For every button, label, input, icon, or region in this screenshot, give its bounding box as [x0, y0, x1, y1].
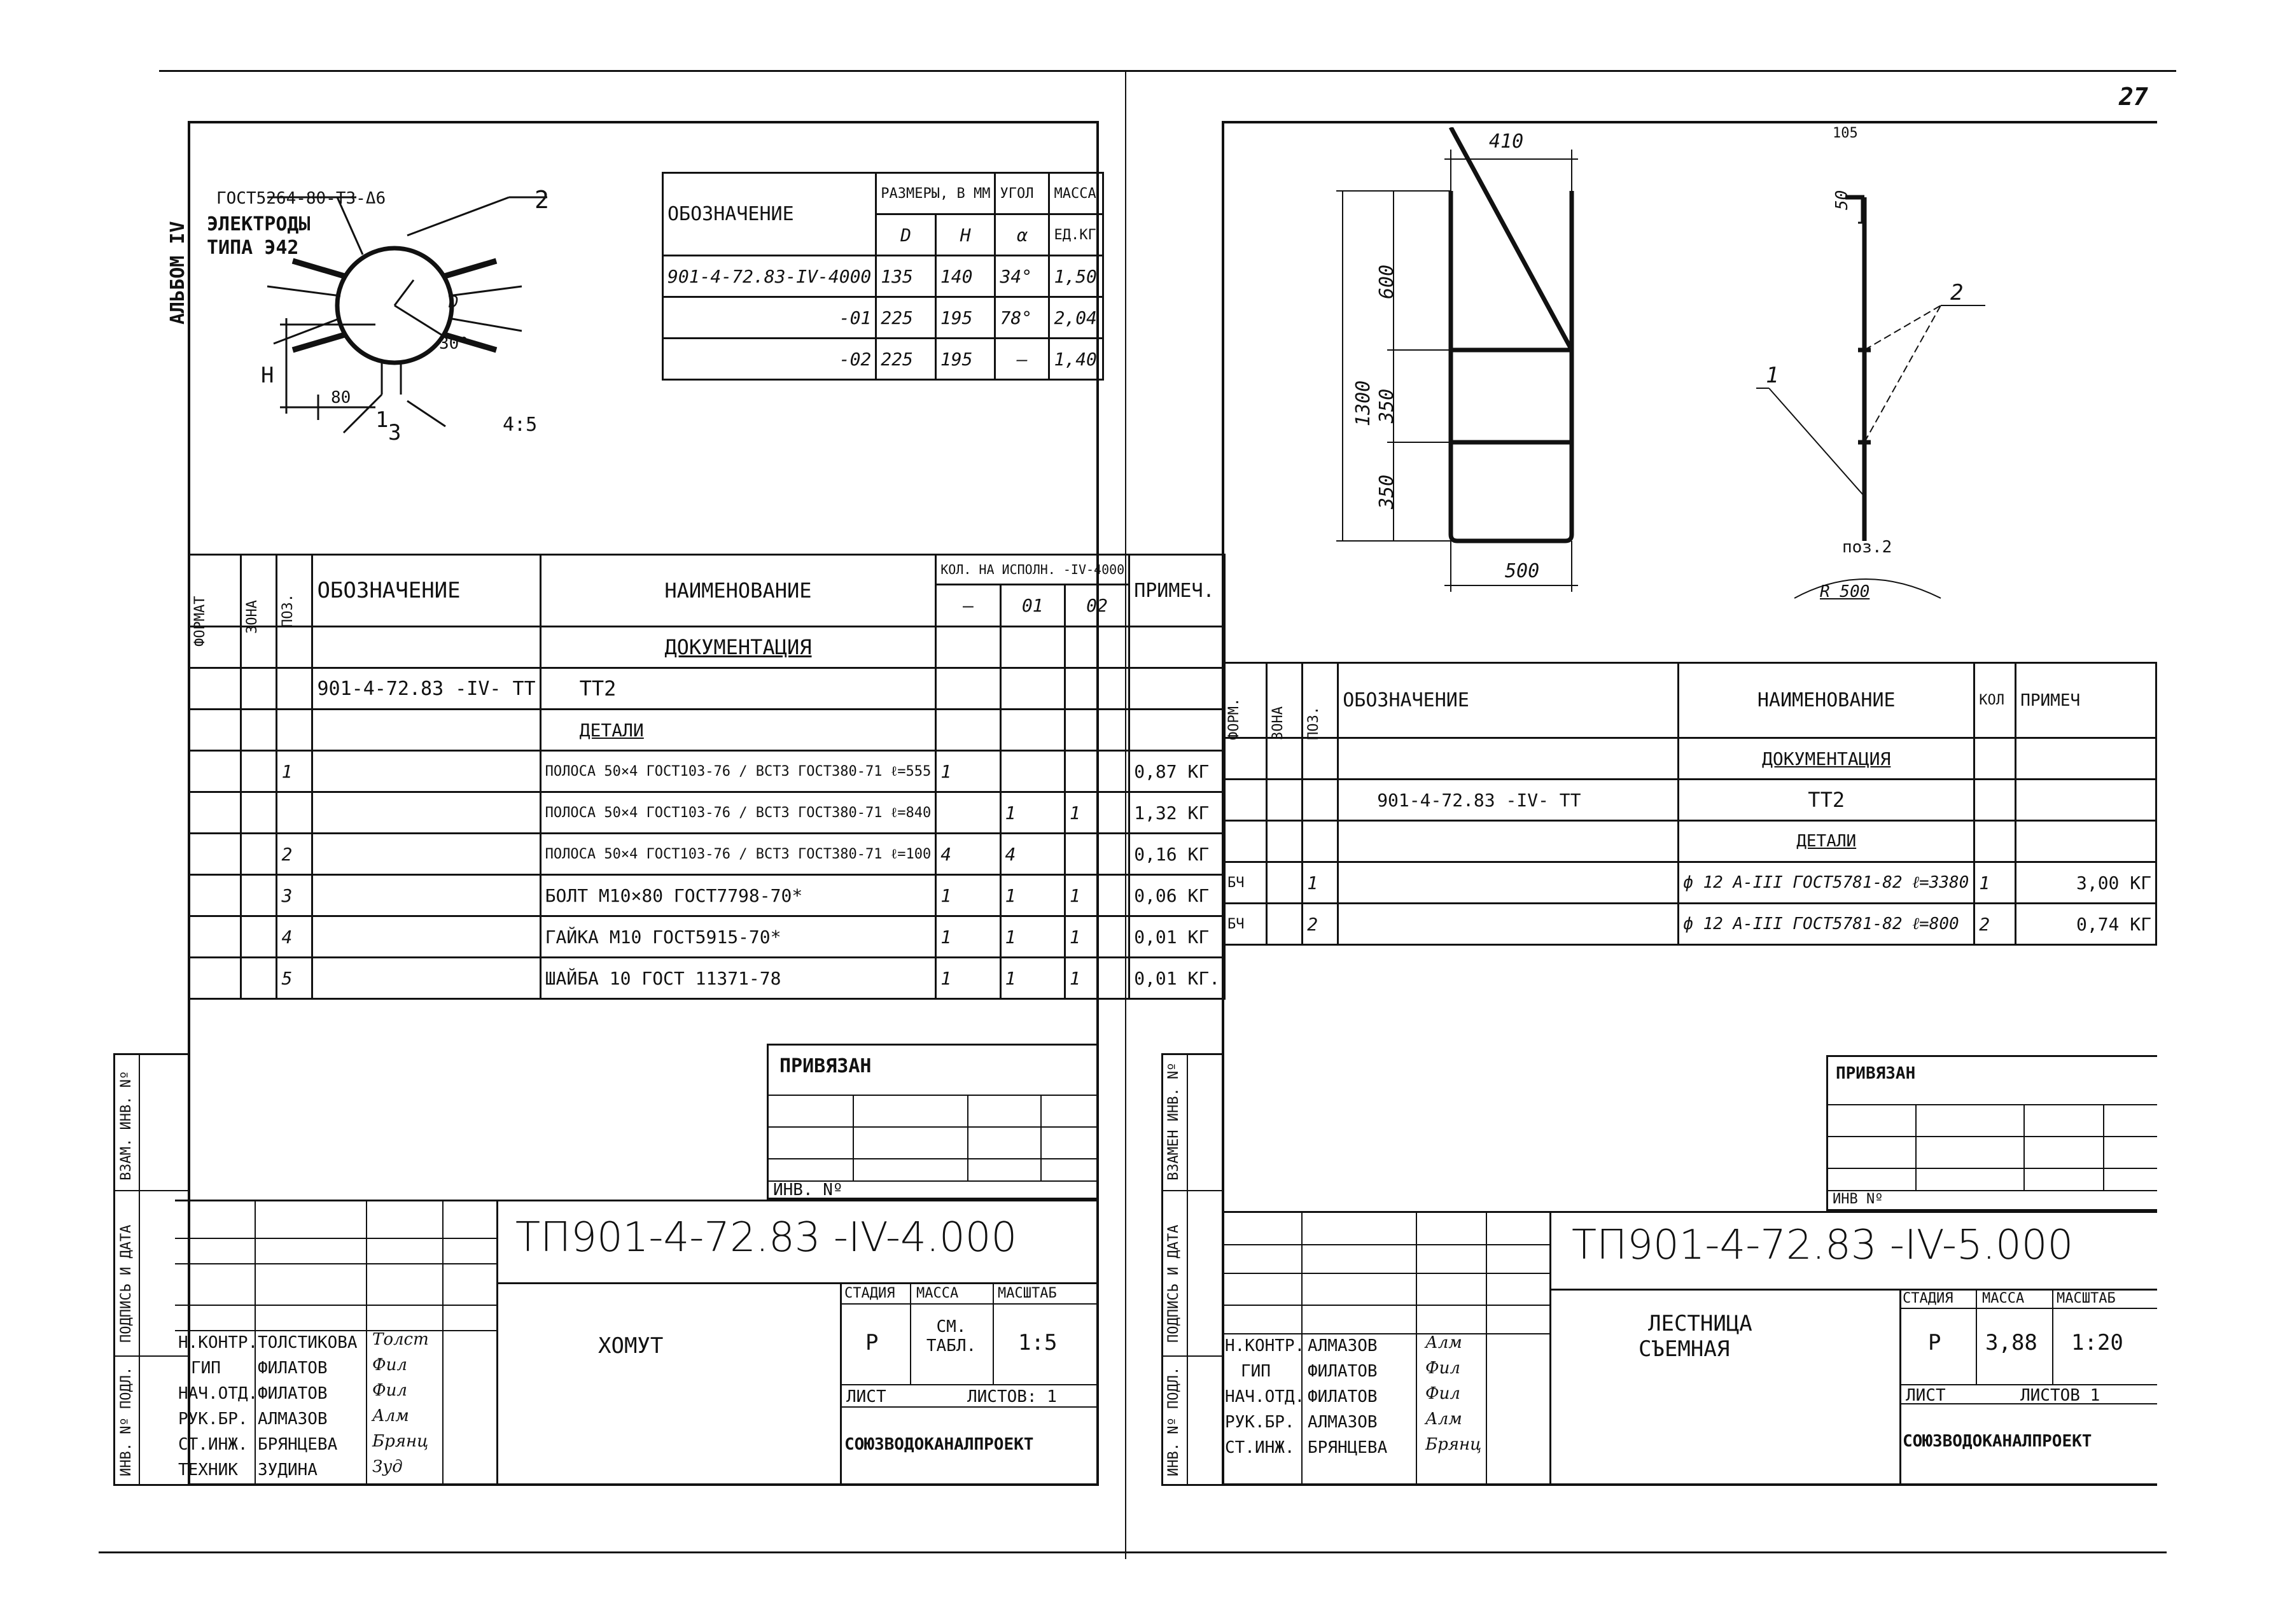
rspec-h-format-label: ФОРМ. — [1226, 697, 1242, 740]
right-privyazan: ПРИВЯЗАН — [1836, 1064, 1916, 1083]
spec-row — [189, 834, 1225, 875]
left-privyazan-line — [1040, 1095, 1042, 1180]
spec-q2 — [1065, 834, 1129, 875]
size-h-designation: ОБОЗНАЧЕНИЕ — [663, 173, 876, 256]
right-name: ФИЛАТОВ — [1308, 1362, 1378, 1381]
right-people-line — [1222, 1273, 1549, 1274]
left-title-line — [910, 1282, 911, 1384]
right-role: НАЧ.ОТД. — [1225, 1387, 1305, 1406]
spec-h-q0: — — [936, 585, 1000, 627]
spec-q0: 1 — [936, 751, 1000, 792]
size-h-unit: ЕД.КГ — [1049, 214, 1103, 256]
right-title-line — [1899, 1289, 1901, 1486]
spec-row — [189, 751, 1225, 792]
left-name: АЛМАЗОВ — [258, 1410, 328, 1429]
left-side-stamp-divider — [139, 1053, 140, 1486]
right-stage: Р — [1928, 1330, 1941, 1355]
size-row-code: -02 — [663, 339, 876, 380]
left-privyazan: ПРИВЯЗАН — [779, 1055, 872, 1077]
dim-d: D — [449, 293, 459, 312]
rspec-doc-code: 901-4-72.83 -IV- ТТ — [1338, 780, 1679, 821]
left-role: ТЕХНИК — [178, 1460, 238, 1480]
spec-doc-name: ТТ2 — [540, 668, 936, 710]
right-role: Н.КОНТР. — [1225, 1336, 1305, 1355]
right-title-line — [1976, 1289, 1977, 1384]
spec-q2: 1 — [1065, 792, 1129, 834]
right-name: ФИЛАТОВ — [1308, 1387, 1378, 1406]
left-privyazan-line — [967, 1095, 968, 1180]
spec-h-note: ПРИМЕЧ. — [1129, 555, 1225, 627]
rspec-fmt: БЧ — [1223, 862, 1267, 904]
spec-pos: 5 — [277, 958, 312, 999]
left-h-stage: СТАДИЯ — [844, 1285, 895, 1301]
spec-q0: 1 — [936, 958, 1000, 999]
size-row-mass: 2,04 — [1049, 297, 1103, 339]
left-title-line — [840, 1406, 1099, 1408]
left-title-name: ХОМУТ — [598, 1333, 664, 1359]
spec-pos: 2 — [277, 834, 312, 875]
right-h-scale: МАСШТАБ — [2057, 1291, 2116, 1306]
rspec-section-docs: ДОКУМЕНТАЦИЯ — [1679, 738, 1974, 780]
dim-350a: 350 — [1376, 388, 1398, 423]
right-title-line — [1222, 1211, 2157, 1213]
rspec-note: 3,00 КГ — [2016, 862, 2156, 904]
rspec-h-format — [1223, 663, 1267, 738]
pos2-label: поз.2 — [1842, 538, 1892, 557]
spec-doc-code: 901-4-72.83 -IV- ТТ — [312, 668, 540, 710]
spec-name: ПОЛОСА 50×4 ГОСТ103-76 / ВСТ3 ГОСТ380-71 ℓ=840 — [540, 792, 936, 834]
right-spec-table — [1222, 662, 2157, 946]
spec-name: ПОЛОСА 50×4 ГОСТ103-76 / ВСТ3 ГОСТ380-71 ℓ=555 — [540, 751, 936, 792]
spec-h-zone-label: ЗОНА — [244, 599, 261, 634]
left-mass: СМ. ТАБЛ. — [926, 1317, 977, 1355]
spec-row — [189, 875, 1225, 916]
right-people-line — [1222, 1305, 1549, 1306]
right-privyazan-line — [1826, 1136, 2157, 1137]
rspec-qty: 2 — [1974, 904, 2016, 945]
left-stamp-sign-date: ПОДПИСЬ И ДАТА — [118, 1224, 134, 1343]
spec-q1 — [1000, 751, 1065, 792]
spec-q0: 1 — [936, 875, 1000, 916]
right-signature: Фил — [1425, 1384, 1460, 1403]
spec-row — [189, 916, 1225, 958]
left-signature: Фил — [372, 1355, 407, 1375]
right-people-line — [1416, 1211, 1417, 1486]
right-side-stamp-divider — [1187, 1053, 1188, 1486]
left-org: СОЮЗВОДОКАНАЛПРОЕКТ — [844, 1435, 1034, 1454]
weld-note-3: ТИПА Э42 — [207, 237, 299, 259]
callout-r2: 2 — [1950, 280, 1964, 305]
size-row-mass: 1,40 — [1049, 339, 1103, 380]
size-row-code: 901-4-72.83-IV-4000 — [663, 256, 876, 297]
left-stamp-vzam: ВЗАМ. ИНВ. Nº — [118, 1070, 134, 1180]
size-row-h: 140 — [935, 256, 995, 297]
left-privyazan-line — [853, 1095, 854, 1180]
spec-name: БОЛТ М10×80 ГОСТ7798-70* — [540, 875, 936, 916]
size-row-d: 225 — [876, 339, 936, 380]
spec-q2: 1 — [1065, 958, 1129, 999]
right-name: АЛМАЗОВ — [1308, 1336, 1378, 1355]
right-org: СОЮЗВОДОКАНАЛПРОЕКТ — [1903, 1432, 2092, 1451]
right-title-name-1: ЛЕСТНИЦА — [1648, 1311, 1752, 1336]
spec-note: 1,32 КГ — [1129, 792, 1225, 834]
rspec-h-zone — [1267, 663, 1303, 738]
spec-note: 0,87 КГ — [1129, 751, 1225, 792]
size-row-d: 135 — [876, 256, 936, 297]
size-row-h: 195 — [935, 339, 995, 380]
dim-alpha: 30° — [439, 334, 469, 353]
right-people-line — [1222, 1244, 1549, 1245]
dim-350b: 350 — [1376, 474, 1398, 509]
right-side-stamp-divider — [1161, 1355, 1224, 1357]
rspec-doc-name: ТТ2 — [1679, 780, 1974, 821]
rspec-h-designation: ОБОЗНАЧЕНИЕ — [1338, 663, 1679, 738]
rspec-h-pos — [1303, 663, 1338, 738]
right-privyazan-line — [1915, 1104, 1917, 1190]
rspec-h-note: ПРИМЕЧ — [2016, 663, 2156, 738]
left-role: СТ.ИНЖ. — [178, 1435, 248, 1454]
rspec-row — [1223, 904, 2156, 945]
right-signature: Брянц — [1425, 1435, 1482, 1454]
right-inv-no: ИНВ Nº — [1833, 1191, 1883, 1207]
dim-1300: 1300 — [1352, 380, 1374, 426]
ladder-drawing — [1311, 127, 2062, 624]
right-signature: Алм — [1425, 1333, 1462, 1352]
size-row-angle: 78° — [995, 297, 1049, 339]
spec-row — [189, 958, 1225, 999]
left-people-line — [175, 1305, 496, 1306]
right-sheets: ЛИСТОВ 1 — [2020, 1386, 2100, 1405]
spec-name: ГАЙКА М10 ГОСТ5915-70* — [540, 916, 936, 958]
left-title-code: ТП901-4-72.83 -IV-4.000 — [515, 1214, 1017, 1261]
dim-500: 500 — [1505, 560, 1540, 582]
size-row-code: -01 — [663, 297, 876, 339]
left-sheets: ЛИСТОВ: 1 — [967, 1387, 1057, 1406]
right-title-line — [1899, 1308, 2157, 1309]
spec-q0: 1 — [936, 916, 1000, 958]
right-role: СТ.ИНЖ. — [1225, 1438, 1295, 1457]
right-side-stamp-divider — [1161, 1190, 1224, 1191]
left-name: БРЯНЦЕВА — [258, 1435, 338, 1454]
left-stage: Р — [865, 1330, 879, 1355]
rspec-section-parts: ДЕТАЛИ — [1679, 821, 1974, 862]
left-people-line — [175, 1238, 496, 1239]
spec-h-name: НАИМЕНОВАНИЕ — [540, 555, 936, 627]
size-h-angle: УГОЛ — [995, 173, 1049, 214]
rspec-note: 0,74 КГ — [2016, 904, 2156, 945]
spec-q1: 1 — [1000, 958, 1065, 999]
left-title-line — [496, 1200, 498, 1486]
dim-50: 50 — [1833, 190, 1852, 210]
left-signature: Фил — [372, 1381, 407, 1400]
rspec-name: ф 12 А-III ГОСТ5781-82 ℓ=800 — [1679, 904, 1974, 945]
right-title-line — [1549, 1211, 1551, 1486]
rspec-qty: 1 — [1974, 862, 2016, 904]
right-name: АЛМАЗОВ — [1308, 1413, 1378, 1432]
left-title-line — [840, 1303, 1099, 1305]
callout-2: 2 — [535, 186, 549, 214]
rspec-row — [1223, 862, 2156, 904]
size-row-h: 195 — [935, 297, 995, 339]
clamp-drawing — [191, 127, 649, 484]
right-privyazan-line — [2103, 1104, 2104, 1190]
rspec-h-qty: КОЛ — [1974, 663, 2016, 738]
left-name: ЗУДИНА — [258, 1460, 318, 1480]
left-stamp-inv-podl: ИНВ. Nº ПОДЛ. — [118, 1366, 134, 1476]
right-stamp-vzam: ВЗАМЕН ИНВ. Nº — [1166, 1062, 1182, 1180]
rspec-name: ф 12 А-III ГОСТ5781-82 ℓ=3380 — [1679, 862, 1974, 904]
size-h-sizes: РАЗМЕРЫ, В ММ — [876, 173, 995, 214]
left-name: ФИЛАТОВ — [258, 1359, 328, 1378]
spec-q0 — [936, 792, 1000, 834]
page-number: 27 — [2119, 83, 2148, 111]
spec-q2: 1 — [1065, 916, 1129, 958]
spec-name: ПОЛОСА 50×4 ГОСТ103-76 / ВСТ3 ГОСТ380-71 ℓ=100 — [540, 834, 936, 875]
callout-3: 3 — [388, 420, 402, 445]
left-title-line — [993, 1282, 994, 1384]
left-sheet: ЛИСТ — [846, 1387, 886, 1406]
spec-name: ШАЙБА 10 ГОСТ 11371-78 — [540, 958, 936, 999]
rspec-pos: 2 — [1303, 904, 1338, 945]
dim-600: 600 — [1376, 264, 1398, 299]
spec-q1: 1 — [1000, 916, 1065, 958]
spec-section-docs: ДОКУМЕНТАЦИЯ — [540, 627, 936, 668]
left-privyazan-line — [767, 1126, 1099, 1128]
right-title-code: ТП901-4-72.83 -IV-5.000 — [1572, 1222, 2074, 1269]
right-name: БРЯНЦЕВА — [1308, 1438, 1388, 1457]
left-spec-table — [188, 554, 1226, 1000]
left-people-line — [175, 1263, 496, 1264]
left-signature: Зуд — [372, 1457, 403, 1476]
right-signature: Фил — [1425, 1359, 1460, 1378]
left-signature: Брянц — [372, 1432, 429, 1451]
right-role: ГИП — [1241, 1362, 1271, 1381]
right-stamp-inv-podl: ИНВ. Nº ПОДЛ. — [1166, 1366, 1182, 1476]
right-stamp-sign-date: ПОДПИСЬ И ДАТА — [1166, 1224, 1182, 1343]
rspec-h-zone-label: ЗОНА — [1270, 706, 1287, 740]
right-role: РУК.БР. — [1225, 1413, 1295, 1432]
spec-h-format-label: ФОРМАТ — [192, 596, 208, 647]
spec-q1: 1 — [1000, 792, 1065, 834]
right-privyazan-line — [2023, 1104, 2025, 1190]
dim-4-5: 4:5 — [503, 414, 538, 436]
left-title-line — [175, 1200, 1099, 1201]
spec-h-q1: 01 — [1000, 585, 1065, 627]
spec-q2 — [1065, 751, 1129, 792]
right-people-line — [1486, 1211, 1487, 1486]
rspec-pos: 1 — [1303, 862, 1338, 904]
left-title-line — [496, 1282, 1099, 1284]
right-privyazan-line — [1826, 1168, 2157, 1169]
right-signature: Алм — [1425, 1410, 1462, 1429]
weld-note-1: ГОСТ5264-80-Т3-Δ6 — [216, 189, 386, 208]
size-row-angle: 34° — [995, 256, 1049, 297]
left-name: ФИЛАТОВ — [258, 1384, 328, 1403]
right-people-line — [1222, 1333, 1549, 1334]
left-h-scale: МАСШТАБ — [998, 1285, 1057, 1301]
size-row-angle: — — [995, 339, 1049, 380]
right-mass: 3,88 — [1985, 1330, 2037, 1355]
spec-h-zone — [241, 555, 277, 634]
bottom-rule — [99, 1551, 2167, 1553]
left-privyazan-line — [767, 1095, 1099, 1096]
size-h-h: H — [935, 214, 995, 256]
dim-h: H — [261, 363, 274, 388]
left-scale: 1:5 — [1018, 1330, 1058, 1355]
dim-top: 105 — [1833, 125, 1858, 141]
right-scale: 1:20 — [2071, 1330, 2123, 1355]
weld-note-2: ЭЛЕКТРОДЫ — [207, 213, 311, 235]
left-signature: Толст — [372, 1330, 429, 1349]
spec-note: 0,01 КГ. — [1129, 958, 1225, 999]
left-role: Н.КОНТР. — [178, 1333, 258, 1352]
right-title-line — [1899, 1384, 2157, 1385]
size-h-alpha: α — [995, 214, 1049, 256]
spec-note: 0,16 КГ — [1129, 834, 1225, 875]
left-people-line — [175, 1330, 496, 1331]
spec-q1: 4 — [1000, 834, 1065, 875]
size-h-d: D — [876, 214, 936, 256]
spec-pos: 1 — [277, 751, 312, 792]
spec-row — [189, 792, 1225, 834]
left-people-line — [366, 1200, 367, 1486]
spec-h-designation: ОБОЗНАЧЕНИЕ — [312, 555, 540, 627]
left-role: ГИП — [191, 1359, 221, 1378]
size-row-mass: 1,50 — [1049, 256, 1103, 297]
rspec-h-pos-label: ПОЗ. — [1306, 706, 1322, 740]
spec-section-parts: ДЕТАЛИ — [540, 710, 936, 751]
rspec-fmt: БЧ — [1223, 904, 1267, 945]
left-title-line — [840, 1384, 1099, 1385]
spec-q1: 1 — [1000, 875, 1065, 916]
spec-h-format — [189, 555, 241, 647]
right-title-line — [2052, 1289, 2053, 1384]
spec-pos: 3 — [277, 875, 312, 916]
spec-q2: 1 — [1065, 875, 1129, 916]
size-h-mass: МАССА — [1049, 173, 1103, 214]
left-role: РУК.БР. — [178, 1410, 248, 1429]
callout-r1: 1 — [1766, 363, 1779, 388]
spec-note: 0,06 КГ — [1129, 875, 1225, 916]
dim-80: 80 — [331, 388, 351, 407]
left-privyazan-line — [767, 1158, 1099, 1159]
left-side-stamp-divider — [113, 1355, 190, 1357]
right-h-mass: МАССА — [1982, 1291, 2025, 1306]
top-rule — [159, 70, 2176, 72]
size-row-d: 225 — [876, 297, 936, 339]
dim-410: 410 — [1489, 130, 1524, 153]
rspec-h-name: НАИМЕНОВАНИЕ — [1679, 663, 1974, 738]
right-sheet: ЛИСТ — [1906, 1386, 1946, 1405]
spec-h-pos — [277, 555, 312, 627]
spec-q0: 4 — [936, 834, 1000, 875]
right-h-stage: СТАДИЯ — [1903, 1291, 1953, 1306]
radius-label: R 500 — [1820, 582, 1870, 601]
spec-pos — [277, 792, 312, 834]
left-people-line — [442, 1200, 444, 1486]
spec-h-q2: 02 — [1065, 585, 1129, 627]
left-side-stamp-divider — [113, 1190, 190, 1191]
spec-pos: 4 — [277, 916, 312, 958]
left-name: ТОЛСТИКОВА — [258, 1333, 358, 1352]
right-title-name-2: СЪЕМНАЯ — [1639, 1336, 1730, 1362]
album-label: АЛЬБОМ IV — [167, 221, 189, 325]
right-privyazan-line — [1826, 1104, 2157, 1105]
left-inv-no: ИНВ. Nº — [773, 1180, 843, 1200]
size-table — [662, 172, 1104, 381]
spec-note: 0,01 КГ — [1129, 916, 1225, 958]
spec-h-pos-label: ПОЗ. — [280, 593, 297, 627]
left-signature: Алм — [372, 1406, 409, 1425]
callout-1: 1 — [375, 407, 389, 433]
left-role: НАЧ.ОТД. — [178, 1384, 258, 1403]
left-h-mass: МАССА — [916, 1285, 959, 1301]
spec-h-qty: КОЛ. НА ИСПОЛН. -IV-4000 — [936, 555, 1129, 585]
